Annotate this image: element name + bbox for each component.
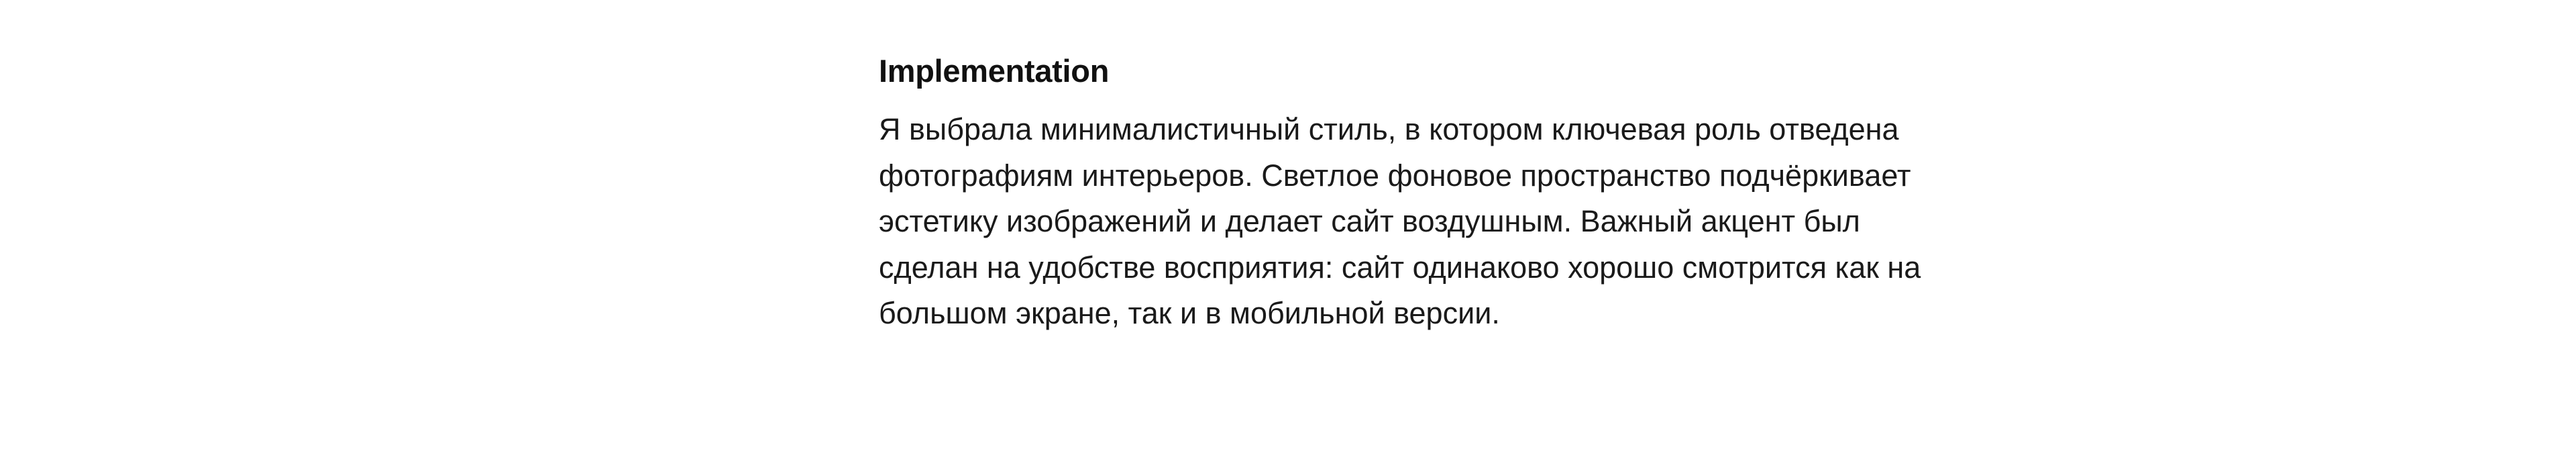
section-heading: Implementation [879, 53, 1110, 89]
section-body-text: Я выбрала минималистичный стиль, в котором ключевая роль отведена фотографиям интерьеров. Светлое фоновое пространство подчёркивает эстетику изображений и делает сайт воздушным. Важный акцент был сделан на удобстве восприятия: сайт одинаково хорошо смотрится как на большом экране, так и в мобильной версии. [879, 112, 1921, 331]
implementation-section [879, 52, 1966, 336]
